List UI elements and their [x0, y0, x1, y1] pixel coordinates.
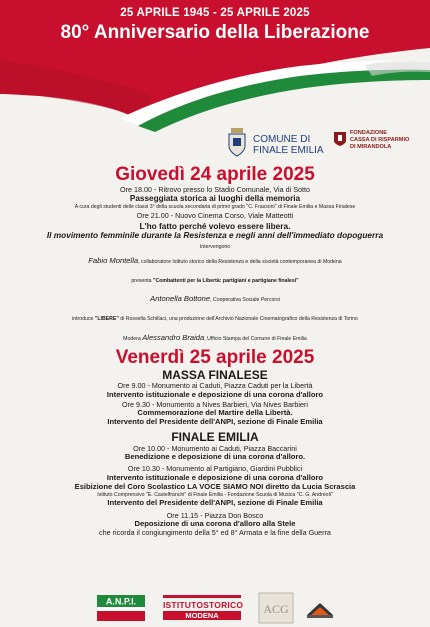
anpi-logo: [95, 593, 147, 623]
m1-location: Ore 9.00 - Monumento ai Caduti, Piazza Caduti per la Libertà: [117, 381, 313, 391]
speaker2-line: [0, 288, 430, 307]
f2-choir: Esibizione del Coro Scolastico LA VOCE SIAMO NOI diretto da Lucia Scrascia: [74, 481, 356, 491]
day1-event2-location: Ore 21.00 - Nuovo Cinema Corso, Viale Matteotti: [136, 211, 294, 221]
moderator-role: , Ufficio Stampa del Comune di Finale Emilia: [204, 335, 307, 342]
m2-anpi: Intervento del Presidente dell'ANPI, sezione di Finale Emilia: [107, 417, 323, 427]
istituto-text-line1: ISTITUTOSTORICO: [163, 600, 244, 610]
fondazione-text-line2: CASSA DI RISPARMIO: [350, 137, 410, 143]
section-finale-emilia: FINALE EMILIA: [171, 430, 259, 445]
f3-location: Ore 11.15 - Piazza Don Bosco: [166, 510, 264, 520]
istituto-storico-logo: [163, 595, 244, 621]
f2-anpi: Intervento del Presidente dell'ANPI, sezione di Finale Emilia: [107, 497, 323, 507]
speaker2-intro-title: "LIBERE": [94, 315, 119, 322]
municipal-crest-icon: [225, 126, 249, 158]
f2-title: Intervento istituzionale e deposizione di una corona d'alloro: [106, 472, 324, 482]
moderator-line: [0, 327, 430, 346]
speaker2-intro-label: introduce: [72, 315, 95, 322]
speaker1-presents-title: "Combattenti per la Libertà: partigiani e partigiane finalesi": [153, 278, 299, 285]
istituto-text-line2: MODENA: [163, 611, 241, 620]
f2-schools: Istituto Comprensivo "E. Castelfranchi" di Finale Emilia - Fondazione Scuola di Musica "C. G. Andreoli": [97, 491, 333, 498]
speaker2-intro-line: [0, 307, 430, 326]
comune-text-line1: COMUNE DI: [253, 134, 311, 145]
comune-logo: [225, 126, 335, 162]
m1-title: Intervento istituzionale e deposizione di una corona d'alloro: [106, 389, 324, 399]
moderator-name: Alessandro Braida: [142, 332, 205, 342]
m2-location: Ore 9.30 - Monumento a Nives Barbieri, Via Nives Barbieri: [121, 399, 309, 409]
day1-heading: Giovedì 24 aprile 2025: [115, 164, 315, 185]
books-logo-icon: [305, 595, 335, 621]
f3-title: Deposizione di una corona d'alloro alla Stele: [134, 519, 296, 529]
program-content: [0, 164, 430, 538]
fondazione-text-line1: FONDAZIONE: [350, 130, 387, 136]
speaker2-role: , Cooperativa Sociale Percorsi: [210, 297, 280, 304]
day1-event2-title2: Il movimento femminile durante la Resistenza e negli anni dell'immediato dopoguerra: [46, 230, 384, 241]
fondazione-text-line3: DI MIRANDOLA: [350, 144, 392, 150]
fondazione-mark-icon: [333, 129, 347, 147]
acg-logo-text: ACG: [263, 602, 289, 616]
day1-event1-description: A cura degli studenti delle classi 3° della scuola secondaria di primo grado "C. Frassoni" di Finale Emilia e Massa Finalese: [74, 204, 356, 210]
speaker1-presents-line: [0, 269, 430, 288]
day2-heading: Venerdì 25 aprile 2025: [115, 346, 315, 368]
section-massa-finalese: MASSA FINALESE: [162, 367, 268, 382]
fondazione-logo: [333, 128, 428, 158]
f3-description: che ricorda il congiungimento della 5° ed 8° Armata e la fine della Guerra: [99, 528, 331, 538]
day1-event1-title: Passeggiata storica ai luoghi della memoria: [129, 194, 301, 204]
comune-text-line2: FINALE EMILIA: [253, 145, 324, 156]
day1-event1-location: Ore 18.00 - Ritrovo presso lo Stadio Comunale, Via di Sotto: [119, 184, 311, 194]
tricolor-ribbon-banner: [0, 0, 430, 135]
moderator-label: Modera: [123, 335, 143, 342]
header-dates: 25 APRILE 1945 - 25 APRILE 2025: [120, 7, 310, 19]
header-title: 80° Anniversario della Liberazione: [60, 22, 370, 43]
istituto-bar: [163, 595, 241, 598]
anpi-logo-text: A.N.P.I.: [105, 596, 137, 607]
f2-location: Ore 10.30 - Monumento al Partigiano, Giardini Pubblici: [127, 464, 303, 474]
speaker1-name: Fabio Montella: [88, 256, 139, 266]
speaker1-role: , collaboratore Istituto storico della Resistenza e della società contemporanea di Modena: [138, 259, 342, 266]
speaker2-intro-desc: di Rossella Schillaci, una produzione dell'Archivio Nazionale Cinematografico della Resistenza di Torino: [118, 315, 358, 322]
day1-event2-title1: L'ho fatto perché volevo essere libera.: [139, 220, 291, 231]
acg-logo: [258, 592, 294, 624]
sponsor-logos-top: [0, 126, 430, 162]
intervengono-label: Intervengono: [199, 244, 231, 251]
f1-location: Ore 10.00 - Monumento ai Caduti, Piazza Baccarini: [133, 443, 297, 453]
speaker1-presents-label: presenta: [131, 278, 154, 285]
f1-title: Benedizione e deposizione di una corona d'alloro.: [124, 452, 306, 462]
speaker1-line: [0, 250, 430, 269]
m2-title: Commemorazione del Martire della Libertà.: [137, 408, 293, 418]
speaker2-name: Antonella Bottone: [150, 294, 211, 304]
sponsor-logos-bottom: [0, 589, 430, 627]
